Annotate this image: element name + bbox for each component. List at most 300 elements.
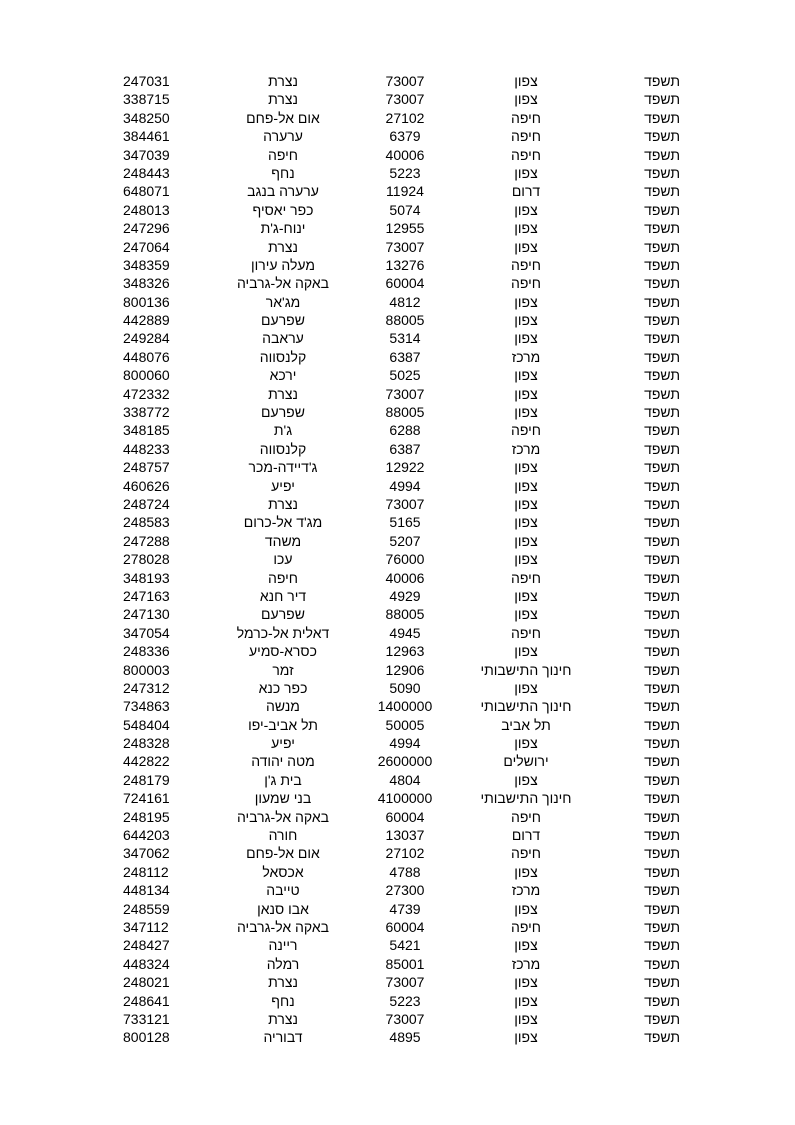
cell-city: באקה אל-גרביה bbox=[236, 275, 330, 292]
table-row bbox=[0, 403, 795, 421]
cell-district: חיפה bbox=[511, 845, 541, 862]
table-row bbox=[0, 513, 795, 531]
cell-district: צפון bbox=[514, 992, 538, 1009]
cell-district: חיפה bbox=[511, 256, 541, 273]
cell-code: 73007 bbox=[385, 495, 425, 512]
cell-city: מעלה עירון bbox=[250, 256, 316, 273]
cell-city: נחף bbox=[271, 992, 295, 1009]
cell-year: תשפד bbox=[644, 404, 680, 421]
cell-district: צפון bbox=[514, 863, 538, 880]
cell-year: תשפד bbox=[644, 551, 680, 568]
table-row bbox=[0, 477, 795, 495]
cell-code: 12922 bbox=[385, 459, 425, 476]
cell-code: 73007 bbox=[385, 238, 425, 255]
cell-id: 644203 bbox=[123, 827, 170, 844]
cell-year: תשפד bbox=[644, 238, 680, 255]
cell-year: תשפד bbox=[644, 440, 680, 457]
table-row bbox=[0, 716, 795, 734]
cell-year: תשפד bbox=[644, 679, 680, 696]
cell-year: תשפד bbox=[644, 183, 680, 200]
cell-district: חיפה bbox=[511, 422, 541, 439]
cell-city: חיפה bbox=[268, 146, 298, 163]
table-row bbox=[0, 1010, 795, 1028]
cell-city: עכו bbox=[273, 551, 293, 568]
cell-city: דבוריה bbox=[263, 1029, 303, 1046]
cell-code: 5421 bbox=[389, 937, 421, 954]
cell-code: 50005 bbox=[385, 716, 425, 733]
table-row bbox=[0, 109, 795, 127]
cell-district: חינוך התישבותי bbox=[480, 698, 572, 715]
table-row bbox=[0, 752, 795, 770]
cell-city: כפר כנא bbox=[258, 679, 308, 696]
cell-city: נצרת bbox=[268, 1010, 298, 1027]
cell-district: צפון bbox=[514, 312, 538, 329]
cell-id: 734863 bbox=[123, 698, 170, 715]
cell-code: 5090 bbox=[389, 679, 421, 696]
table-row bbox=[0, 256, 795, 274]
cell-year: תשפד bbox=[644, 587, 680, 604]
cell-city: שפרעם bbox=[261, 606, 305, 623]
cell-district: חיפה bbox=[511, 128, 541, 145]
cell-id: 248021 bbox=[123, 974, 170, 991]
table-row bbox=[0, 808, 795, 826]
cell-id: 800136 bbox=[123, 293, 170, 310]
cell-code: 5025 bbox=[389, 367, 421, 384]
cell-district: צפון bbox=[514, 587, 538, 604]
cell-id: 247296 bbox=[123, 220, 170, 237]
cell-district: צפון bbox=[514, 974, 538, 991]
cell-city: שפרעם bbox=[261, 312, 305, 329]
cell-city: ג'ת bbox=[273, 422, 293, 439]
cell-code: 60004 bbox=[385, 918, 425, 935]
table-row bbox=[0, 146, 795, 164]
cell-id: 247064 bbox=[123, 238, 170, 255]
cell-code: 13037 bbox=[385, 827, 425, 844]
cell-id: 348250 bbox=[123, 109, 170, 126]
cell-id: 460626 bbox=[123, 477, 170, 494]
cell-code: 6387 bbox=[389, 440, 421, 457]
cell-id: 724161 bbox=[123, 790, 170, 807]
cell-id: 247130 bbox=[123, 606, 170, 623]
cell-id: 338715 bbox=[123, 91, 170, 108]
table-row bbox=[0, 661, 795, 679]
cell-district: צפון bbox=[514, 937, 538, 954]
cell-year: תשפד bbox=[644, 275, 680, 292]
cell-city: טייבה bbox=[266, 882, 300, 899]
table-row bbox=[0, 789, 795, 807]
cell-year: תשפד bbox=[644, 900, 680, 917]
cell-year: תשפד bbox=[644, 937, 680, 954]
cell-year: תשפד bbox=[644, 146, 680, 163]
cell-id: 348359 bbox=[123, 256, 170, 273]
cell-year: תשפד bbox=[644, 477, 680, 494]
cell-district: צפון bbox=[514, 220, 538, 237]
table-row bbox=[0, 826, 795, 844]
cell-id: 800003 bbox=[123, 661, 170, 678]
cell-code: 12906 bbox=[385, 661, 425, 678]
cell-id: 248195 bbox=[123, 808, 170, 825]
cell-id: 472332 bbox=[123, 385, 170, 402]
cell-district: מרכז bbox=[511, 348, 541, 365]
cell-code: 4994 bbox=[389, 477, 421, 494]
cell-code: 73007 bbox=[385, 73, 425, 89]
cell-year: תשפד bbox=[644, 624, 680, 641]
cell-code: 1400000 bbox=[377, 698, 433, 715]
cell-code: 73007 bbox=[385, 1010, 425, 1027]
cell-year: תשפד bbox=[644, 661, 680, 678]
cell-id: 248641 bbox=[123, 992, 170, 1009]
cell-code: 88005 bbox=[385, 404, 425, 421]
table-row bbox=[0, 973, 795, 991]
cell-id: 248757 bbox=[123, 459, 170, 476]
table-row bbox=[0, 918, 795, 936]
cell-city: עראבה bbox=[262, 330, 304, 347]
cell-id: 347054 bbox=[123, 624, 170, 641]
table-row bbox=[0, 274, 795, 292]
table-row bbox=[0, 550, 795, 568]
cell-code: 2600000 bbox=[377, 753, 433, 770]
cell-year: תשפד bbox=[644, 771, 680, 788]
cell-city: מג'אר bbox=[265, 293, 301, 310]
table-row bbox=[0, 734, 795, 752]
cell-district: צפון bbox=[514, 735, 538, 752]
cell-city: דאלית אל-כרמל bbox=[236, 624, 330, 641]
cell-year: תשפד bbox=[644, 293, 680, 310]
cell-id: 248336 bbox=[123, 643, 170, 660]
cell-district: צפון bbox=[514, 1029, 538, 1046]
cell-city: נצרת bbox=[268, 974, 298, 991]
table-row bbox=[0, 458, 795, 476]
cell-code: 12963 bbox=[385, 643, 425, 660]
cell-year: תשפד bbox=[644, 955, 680, 972]
cell-city: קלנסווה bbox=[259, 440, 307, 457]
table-row bbox=[0, 955, 795, 973]
cell-district: צפון bbox=[514, 532, 538, 549]
cell-city: מג'ד אל-כרום bbox=[243, 514, 323, 531]
cell-year: תשפד bbox=[644, 918, 680, 935]
cell-code: 6288 bbox=[389, 422, 421, 439]
cell-city: באקה אל-גרביה bbox=[236, 918, 330, 935]
cell-city: אום אל-פחם bbox=[246, 109, 320, 126]
cell-district: צפון bbox=[514, 1010, 538, 1027]
cell-city: אום אל-פחם bbox=[246, 845, 320, 862]
cell-district: מרכז bbox=[511, 882, 541, 899]
cell-city: כסרא-סמיע bbox=[249, 643, 317, 660]
cell-code: 40006 bbox=[385, 569, 425, 586]
cell-id: 248583 bbox=[123, 514, 170, 531]
table-row bbox=[0, 127, 795, 145]
cell-year: תשפד bbox=[644, 459, 680, 476]
cell-city: ג'דיידה-מכר bbox=[248, 459, 318, 476]
cell-district: צפון bbox=[514, 91, 538, 108]
table-row bbox=[0, 881, 795, 899]
cell-district: חיפה bbox=[511, 624, 541, 641]
cell-id: 247312 bbox=[123, 679, 170, 696]
cell-year: תשפד bbox=[644, 606, 680, 623]
cell-code: 5074 bbox=[389, 201, 421, 218]
cell-district: צפון bbox=[514, 495, 538, 512]
table-row bbox=[0, 90, 795, 108]
cell-id: 442822 bbox=[123, 753, 170, 770]
cell-city: ינוח-ג'ת bbox=[260, 220, 306, 237]
cell-year: תשפד bbox=[644, 882, 680, 899]
cell-district: צפון bbox=[514, 643, 538, 660]
cell-district: ירושלים bbox=[503, 753, 549, 770]
cell-id: 249284 bbox=[123, 330, 170, 347]
cell-city: בני שמעון bbox=[254, 790, 312, 807]
cell-city: זמר bbox=[272, 661, 294, 678]
cell-city: יפיע bbox=[271, 735, 295, 752]
table-row bbox=[0, 182, 795, 200]
table-row bbox=[0, 900, 795, 918]
cell-district: חיפה bbox=[511, 569, 541, 586]
cell-code: 6387 bbox=[389, 348, 421, 365]
cell-id: 800128 bbox=[123, 1029, 170, 1046]
cell-code: 4994 bbox=[389, 735, 421, 752]
cell-district: צפון bbox=[514, 293, 538, 310]
cell-city: ערערה bbox=[263, 128, 303, 145]
cell-id: 348193 bbox=[123, 569, 170, 586]
table-row bbox=[0, 238, 795, 256]
cell-district: צפון bbox=[514, 164, 538, 181]
table-row bbox=[0, 697, 795, 715]
cell-city: מנשה bbox=[266, 698, 300, 715]
cell-district: צפון bbox=[514, 900, 538, 917]
cell-district: חיפה bbox=[511, 275, 541, 292]
table-row bbox=[0, 771, 795, 789]
cell-id: 733121 bbox=[123, 1010, 170, 1027]
cell-district: צפון bbox=[514, 238, 538, 255]
cell-district: צפון bbox=[514, 771, 538, 788]
cell-city: דיר חנא bbox=[259, 587, 307, 604]
cell-id: 248013 bbox=[123, 201, 170, 218]
cell-code: 11924 bbox=[386, 183, 424, 200]
cell-city: קלנסווה bbox=[259, 348, 307, 365]
cell-id: 248112 bbox=[123, 863, 169, 880]
cell-city: חיפה bbox=[268, 569, 298, 586]
cell-city: נצרת bbox=[268, 238, 298, 255]
cell-year: תשפד bbox=[644, 827, 680, 844]
cell-code: 85001 bbox=[385, 955, 425, 972]
cell-code: 4895 bbox=[389, 1029, 421, 1046]
cell-code: 4929 bbox=[389, 587, 421, 604]
cell-district: צפון bbox=[514, 201, 538, 218]
table-row bbox=[0, 440, 795, 458]
cell-city: נצרת bbox=[268, 73, 298, 89]
table-row bbox=[0, 844, 795, 862]
cell-year: תשפד bbox=[644, 330, 680, 347]
cell-code: 5165 bbox=[389, 514, 421, 531]
table-row bbox=[0, 311, 795, 329]
cell-code: 27300 bbox=[385, 882, 425, 899]
cell-year: תשפד bbox=[644, 514, 680, 531]
cell-city: יפיע bbox=[271, 477, 295, 494]
table-row bbox=[0, 385, 795, 403]
table-row bbox=[0, 1028, 795, 1046]
cell-district: חיפה bbox=[511, 808, 541, 825]
cell-year: תשפד bbox=[644, 808, 680, 825]
cell-year: תשפד bbox=[644, 109, 680, 126]
cell-code: 27102 bbox=[385, 109, 425, 126]
table-row bbox=[0, 532, 795, 550]
cell-year: תשפד bbox=[644, 716, 680, 733]
cell-district: צפון bbox=[514, 459, 538, 476]
cell-id: 247163 bbox=[123, 587, 170, 604]
cell-year: תשפד bbox=[644, 312, 680, 329]
cell-district: דרום bbox=[511, 183, 541, 200]
cell-id: 338772 bbox=[123, 404, 170, 421]
table-row bbox=[0, 569, 795, 587]
cell-year: תשפד bbox=[644, 256, 680, 273]
cell-district: צפון bbox=[514, 514, 538, 531]
table-row bbox=[0, 348, 795, 366]
cell-year: תשפד bbox=[644, 367, 680, 384]
cell-district: חיפה bbox=[511, 109, 541, 126]
cell-code: 88005 bbox=[385, 606, 425, 623]
cell-code: 12955 bbox=[385, 220, 425, 237]
cell-city: ריינה bbox=[268, 937, 298, 954]
cell-year: תשפד bbox=[644, 1010, 680, 1027]
cell-id: 347062 bbox=[123, 845, 170, 862]
table-row bbox=[0, 679, 795, 697]
cell-city: מטה יהודה bbox=[251, 753, 315, 770]
cell-city: כפר יאסיף bbox=[252, 201, 314, 218]
cell-year: תשפד bbox=[644, 1029, 680, 1046]
cell-id: 248328 bbox=[123, 735, 170, 752]
cell-id: 448134 bbox=[123, 882, 170, 899]
cell-city: חורה bbox=[268, 827, 298, 844]
table-row bbox=[0, 164, 795, 182]
cell-district: צפון bbox=[514, 330, 538, 347]
cell-year: תשפד bbox=[644, 992, 680, 1009]
cell-year: תשפד bbox=[644, 422, 680, 439]
cell-year: תשפד bbox=[644, 348, 680, 365]
cell-code: 6379 bbox=[389, 128, 421, 145]
cell-district: חינוך התישבותי bbox=[480, 661, 572, 678]
table-row bbox=[0, 421, 795, 439]
cell-city: אבו סנאן bbox=[257, 900, 309, 917]
cell-year: תשפד bbox=[644, 385, 680, 402]
cell-code: 60004 bbox=[385, 275, 425, 292]
cell-id: 448233 bbox=[123, 440, 170, 457]
cell-district: חיפה bbox=[511, 918, 541, 935]
cell-code: 5207 bbox=[389, 532, 421, 549]
table-row bbox=[0, 293, 795, 311]
table-row bbox=[0, 642, 795, 660]
cell-city: שפרעם bbox=[261, 404, 305, 421]
cell-code: 4812 bbox=[389, 293, 421, 310]
cell-year: תשפד bbox=[644, 569, 680, 586]
cell-code: 73007 bbox=[385, 385, 425, 402]
cell-id: 800060 bbox=[123, 367, 170, 384]
table-row bbox=[0, 863, 795, 881]
cell-code: 88005 bbox=[385, 312, 425, 329]
cell-id: 347112 bbox=[123, 918, 169, 935]
cell-year: תשפד bbox=[644, 974, 680, 991]
cell-code: 5223 bbox=[389, 164, 421, 181]
cell-code: 4804 bbox=[389, 771, 421, 788]
cell-year: תשפד bbox=[644, 220, 680, 237]
table-row bbox=[0, 605, 795, 623]
cell-id: 442889 bbox=[123, 312, 170, 329]
cell-city: נצרת bbox=[268, 495, 298, 512]
cell-id: 248559 bbox=[123, 900, 170, 917]
cell-district: צפון bbox=[514, 367, 538, 384]
cell-district: מרכז bbox=[511, 955, 541, 972]
cell-year: תשפד bbox=[644, 735, 680, 752]
cell-code: 73007 bbox=[385, 974, 425, 991]
cell-year: תשפד bbox=[644, 753, 680, 770]
table-row bbox=[0, 495, 795, 513]
cell-district: חינוך התישבותי bbox=[480, 790, 572, 807]
cell-code: 76000 bbox=[385, 551, 425, 568]
cell-district: צפון bbox=[514, 679, 538, 696]
cell-id: 448076 bbox=[123, 348, 170, 365]
cell-city: נצרת bbox=[268, 385, 298, 402]
cell-year: תשפד bbox=[644, 532, 680, 549]
cell-year: תשפד bbox=[644, 643, 680, 660]
table-row bbox=[0, 219, 795, 237]
cell-year: תשפד bbox=[644, 698, 680, 715]
table-row bbox=[0, 936, 795, 954]
cell-year: תשפד bbox=[644, 495, 680, 512]
table-row bbox=[0, 201, 795, 219]
cell-city: אכסאל bbox=[262, 863, 304, 880]
cell-id: 548404 bbox=[123, 716, 170, 733]
cell-id: 248724 bbox=[123, 495, 170, 512]
cell-id: 348326 bbox=[123, 275, 170, 292]
cell-year: תשפד bbox=[644, 790, 680, 807]
cell-id: 384461 bbox=[123, 128, 170, 145]
cell-city: תל אביב-יפו bbox=[248, 716, 318, 733]
cell-district: צפון bbox=[514, 477, 538, 494]
cell-id: 448324 bbox=[123, 955, 170, 972]
cell-code: 4945 bbox=[389, 624, 421, 641]
cell-year: תשפד bbox=[644, 201, 680, 218]
cell-district: דרום bbox=[511, 827, 541, 844]
cell-code: 4788 bbox=[389, 863, 421, 880]
cell-district: מרכז bbox=[511, 440, 541, 457]
cell-district: צפון bbox=[514, 606, 538, 623]
cell-city: בית ג'ן bbox=[264, 771, 302, 788]
cell-id: 347039 bbox=[123, 146, 170, 163]
cell-code: 40006 bbox=[385, 146, 425, 163]
cell-code: 5223 bbox=[389, 992, 421, 1009]
cell-code: 60004 bbox=[385, 808, 425, 825]
cell-code: 4739 bbox=[389, 900, 421, 917]
cell-id: 248179 bbox=[123, 771, 170, 788]
cell-id: 648071 bbox=[123, 183, 170, 200]
cell-code: 4100000 bbox=[377, 790, 433, 807]
cell-district: צפון bbox=[514, 73, 538, 89]
cell-city: ירכא bbox=[269, 367, 297, 384]
table-row bbox=[0, 587, 795, 605]
cell-district: צפון bbox=[514, 385, 538, 402]
cell-code: 5314 bbox=[389, 330, 421, 347]
cell-city: נחף bbox=[271, 164, 295, 181]
table-row bbox=[0, 366, 795, 384]
cell-id: 348185 bbox=[123, 422, 170, 439]
cell-code: 13276 bbox=[385, 256, 425, 273]
cell-city: משהד bbox=[264, 532, 302, 549]
cell-id: 248427 bbox=[123, 937, 170, 954]
cell-district: צפון bbox=[514, 551, 538, 568]
cell-id: 247031 bbox=[123, 73, 170, 89]
cell-year: תשפד bbox=[644, 73, 680, 89]
data-table bbox=[0, 72, 795, 1047]
cell-city: רמלה bbox=[266, 955, 300, 972]
table-row bbox=[0, 329, 795, 347]
